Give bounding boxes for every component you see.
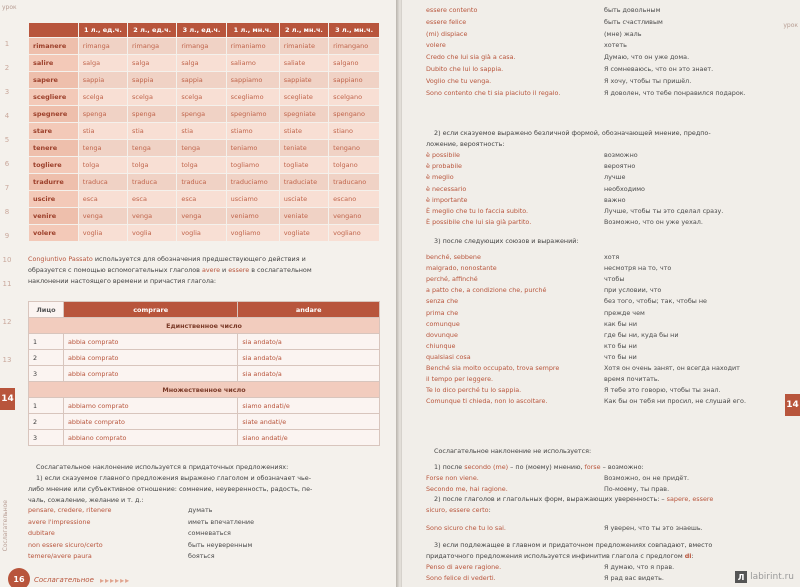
verb-form: traduca xyxy=(78,174,127,191)
russian-translation: Я уверен, что ты это знаешь. xyxy=(604,524,703,532)
russian-translation: вероятно xyxy=(604,162,636,171)
margin-number: 13 xyxy=(2,356,12,364)
passato-table xyxy=(28,301,380,446)
rule-2 xyxy=(426,128,784,150)
verb-form: voglia xyxy=(177,225,226,242)
verb-form: scelga xyxy=(128,89,177,106)
italian-phrase: senza che xyxy=(426,297,459,306)
russian-translation: хотя xyxy=(604,253,620,261)
table-header: 3 л., мн.ч. xyxy=(329,23,380,38)
verb-form: traducano xyxy=(329,174,380,191)
russian-translation: иметь впечатление xyxy=(188,517,254,526)
vocab-list xyxy=(28,506,388,566)
italian-phrase: Benché sia molto occupato, trova sempre xyxy=(426,364,560,372)
chapter-tab: 14 xyxy=(0,388,15,410)
russian-translation: при условии, что xyxy=(604,286,662,295)
verb-form: teniamo xyxy=(226,140,279,157)
verb-form: tenga xyxy=(78,140,127,157)
verb-infinitive: uscire xyxy=(29,191,79,208)
verb-form: tolgano xyxy=(329,157,380,174)
italian-phrase: Te lo dico perché tu lo sappia. xyxy=(426,386,522,395)
margin-number: 1 xyxy=(4,40,10,48)
italian-phrase: Sono sicuro che tu lo sai. xyxy=(426,524,506,532)
verb-form: spegniate xyxy=(279,106,328,123)
verb-form: stiano xyxy=(329,123,380,140)
verb-form: esca xyxy=(78,191,127,208)
verb-form: spenga xyxy=(78,106,127,123)
table-row xyxy=(29,55,380,72)
russian-translation: возможно xyxy=(604,151,638,159)
table-row xyxy=(29,157,380,174)
rule-text: 1) после xyxy=(434,463,465,471)
person-number: 3 xyxy=(29,430,64,446)
verb-form: voglia xyxy=(128,225,177,242)
italian-phrase: Comunque ti chieda, non lo ascoltare. xyxy=(426,397,548,406)
verb-form: rimaniate xyxy=(279,38,328,55)
verb-infinitive: salire xyxy=(29,55,79,72)
russian-translation: думать xyxy=(188,506,213,514)
rule-text: : xyxy=(488,506,491,514)
table-row xyxy=(29,140,380,157)
russian-translation: Хотя он очень занят, он всегда находит xyxy=(604,364,740,372)
person-number: 3 xyxy=(29,366,64,382)
russian-translation: что бы ни xyxy=(604,352,637,361)
verb-form: sappia xyxy=(128,72,177,89)
usage-intro xyxy=(28,462,388,506)
verb-form: abbia comprato xyxy=(64,350,238,366)
verb-form: abbia comprato xyxy=(64,334,238,350)
usage-line: 1) если сказуемое главного предложения выражено глаголом и обозначает чье- xyxy=(36,474,312,482)
watermark-text: labirint.ru xyxy=(750,572,794,582)
verb-form: abbiano comprato xyxy=(64,430,238,446)
verb-form: tengano xyxy=(329,140,380,157)
verb-form: rimanga xyxy=(78,38,127,55)
italian-phrase: dubitare xyxy=(28,529,55,537)
italian-phrase: Sono contento che ti sia piaciuto il regalo. xyxy=(426,88,561,97)
verb-form: tenga xyxy=(177,140,226,157)
rule-line: ложение, вероятность: xyxy=(426,140,505,148)
passato-intro xyxy=(28,254,384,287)
russian-translation: как бы ни xyxy=(604,319,638,328)
rule-text: придаточного предложения используется инфинитив глагола с предлогом xyxy=(426,552,685,560)
verb-infinitive: tenere xyxy=(29,140,79,157)
russian-translation: где бы ни, куда бы ни xyxy=(604,330,679,339)
verb-form: rimangano xyxy=(329,38,380,55)
verb-form: spengano xyxy=(329,106,380,123)
watermark-logo: Л xyxy=(735,571,747,583)
intro-line xyxy=(28,265,384,276)
italian-phrase: Sono felice di vederti. xyxy=(426,574,496,582)
not-used-heading: Сослагательное наклонение не используется: xyxy=(434,447,592,455)
person-number: 1 xyxy=(29,334,64,350)
verb-infinitive: togliere xyxy=(29,157,79,174)
table-row xyxy=(29,366,380,382)
essere-term: essere xyxy=(228,266,250,274)
verb-form: vogliano xyxy=(329,225,380,242)
table-row xyxy=(29,123,380,140)
verb-form: vengano xyxy=(329,208,380,225)
italian-phrase: Secondo me, hai ragione. xyxy=(426,484,508,493)
italian-phrase: (mi) dispiace xyxy=(426,29,468,38)
table-row xyxy=(29,398,380,414)
verb-form: tolga xyxy=(78,157,127,174)
verb-form: rimanga xyxy=(128,38,177,55)
intro-text: и xyxy=(220,266,229,274)
russian-translation: быть счастливым xyxy=(604,17,663,26)
section-row xyxy=(29,382,380,398)
verb-form: abbiamo comprato xyxy=(64,398,238,414)
vocab-block-2 xyxy=(426,151,786,231)
russian-translation: Думаю, что он уже дома. xyxy=(604,53,690,62)
section-label: Единственное число xyxy=(29,318,380,334)
italian-phrase: avere l'impressione xyxy=(28,517,91,526)
table-header: 2 л., мн.ч. xyxy=(279,23,328,38)
verb-form: stia xyxy=(128,123,177,140)
table-row xyxy=(29,106,380,123)
verb-form: tenga xyxy=(128,140,177,157)
italian-phrase: il tempo per leggere. xyxy=(426,375,494,384)
table-row xyxy=(29,430,380,446)
verb-form: spegniamo xyxy=(226,106,279,123)
rule-line: 3) если подлежащее в главном и придаточном предложениях совпадают, вместо xyxy=(434,541,713,549)
rule-text: 2) после глаголов и глагольных форм, выражающих уверенность: – xyxy=(434,495,667,503)
table-row xyxy=(29,174,380,191)
table-header: 1 л., ед.ч. xyxy=(78,23,127,38)
table-row xyxy=(29,334,380,350)
verb-form: usciamo xyxy=(226,191,279,208)
margin-number: 11 xyxy=(2,280,12,288)
intro-text: образуется с помощью вспомогательных глаголов xyxy=(28,266,202,274)
rule-3: 3) после следующих союзов и выражений: xyxy=(434,237,579,245)
russian-translation: Возможно, что он уже уехал. xyxy=(604,218,703,227)
table-row xyxy=(29,208,380,225)
margin-number: 4 xyxy=(4,112,10,120)
russian-translation: бояться xyxy=(188,552,215,560)
italian-phrase: non essere sicuro/certo xyxy=(28,540,103,549)
table-row xyxy=(29,89,380,106)
verb-form: sappiano xyxy=(329,72,380,89)
russian-translation: быть довольным xyxy=(604,6,661,14)
conjugation-table-body xyxy=(29,38,380,242)
russian-translation: без того, чтобы; так, чтобы не xyxy=(604,297,707,306)
verb-form: traduciamo xyxy=(226,174,279,191)
russian-translation: Я думаю, что я прав. xyxy=(604,563,675,571)
verb-form: stiamo xyxy=(226,123,279,140)
russian-translation: (мне) жаль xyxy=(604,29,642,38)
verb-form: voglia xyxy=(78,225,127,242)
margin-number: 7 xyxy=(4,184,10,192)
russian-translation: Я рад вас видеть. xyxy=(604,574,664,582)
russian-translation: Я тебе это говорю, чтобы ты знал. xyxy=(604,386,721,395)
italian-phrase: è importante xyxy=(426,195,468,204)
table-header: Лицо xyxy=(29,302,64,318)
verb-form: vogliate xyxy=(279,225,328,242)
verb-form: saliamo xyxy=(226,55,279,72)
russian-translation: прежде чем xyxy=(604,308,645,317)
verb-infinitive: stare xyxy=(29,123,79,140)
rule-term: sapere, essere xyxy=(666,495,714,503)
usage-line: Сослагательное наклонение используется в придаточных предложениях: xyxy=(36,463,289,471)
margin-number: 12 xyxy=(2,318,12,326)
intro-line xyxy=(28,254,384,265)
intro-line: наклонении настоящего времени и причастия глагола: xyxy=(28,277,217,285)
rule-term: sicuro, essere certo xyxy=(426,506,489,514)
margin-number: 8 xyxy=(4,208,10,216)
verb-form: rimanga xyxy=(177,38,226,55)
left-page xyxy=(0,0,398,587)
russian-translation: важно xyxy=(604,195,626,204)
verb-form: escano xyxy=(329,191,380,208)
rule-a xyxy=(434,462,784,473)
table-header xyxy=(29,23,79,38)
rule-prep: di xyxy=(684,552,692,560)
person-number: 2 xyxy=(29,350,64,366)
section-label: Множественное число xyxy=(29,382,380,398)
margin-number: 3 xyxy=(4,88,10,96)
italian-phrase: è meglio xyxy=(426,173,454,182)
watermark xyxy=(735,571,794,583)
rule-line xyxy=(426,551,784,562)
table-header: 3 л., ед.ч. xyxy=(177,23,226,38)
verb-form: stia xyxy=(78,123,127,140)
russian-translation: чтобы xyxy=(604,275,625,284)
page-number-badge: 16 xyxy=(8,568,30,587)
table-row xyxy=(29,72,380,89)
russian-translation: хотеть xyxy=(604,41,627,50)
russian-translation: кто бы ни xyxy=(604,341,637,350)
verb-form: sappiamo xyxy=(226,72,279,89)
italian-phrase: È possibile che lui sia già partito. xyxy=(426,218,532,227)
table-row xyxy=(29,414,380,430)
verb-infinitive: scegliere xyxy=(29,89,79,106)
russian-translation: сомневаться xyxy=(188,529,231,537)
verb-form: rimaniamo xyxy=(226,38,279,55)
verb-form: salga xyxy=(128,55,177,72)
vocab-block-3 xyxy=(426,253,786,413)
chapter-tab: 14 xyxy=(785,394,800,416)
verb-infinitive: volere xyxy=(29,225,79,242)
italian-phrase: comunque xyxy=(426,319,460,328)
verb-infinitive: sapere xyxy=(29,72,79,89)
verb-form: sia andato/a xyxy=(238,350,380,366)
verb-form: abbia comprato xyxy=(64,366,238,382)
italian-phrase: prima che xyxy=(426,308,459,317)
italian-phrase: è probabile xyxy=(426,162,462,171)
vocab-block-1 xyxy=(426,6,786,106)
italian-phrase: essere contento xyxy=(426,6,478,14)
russian-translation: несмотря на то, что xyxy=(604,264,672,273)
margin-number: 9 xyxy=(4,232,10,240)
italian-phrase: temere/avere paura xyxy=(28,552,92,560)
verb-form: stia xyxy=(177,123,226,140)
vocab-block-6 xyxy=(426,563,786,585)
right-page xyxy=(402,0,800,587)
russian-translation: лучше xyxy=(604,173,626,182)
verb-form: vogliamo xyxy=(226,225,279,242)
italian-phrase: Dubito che lui lo sappia. xyxy=(426,65,504,73)
verb-form: traduca xyxy=(128,174,177,191)
verb-form: tolga xyxy=(177,157,226,174)
verb-form: esca xyxy=(128,191,177,208)
verb-form: sia andato/a xyxy=(238,366,380,382)
verb-infinitive: rimanere xyxy=(29,38,79,55)
conjugation-table xyxy=(28,22,380,242)
italian-phrase: benché, sebbene xyxy=(426,253,481,261)
italian-phrase: chiunque xyxy=(426,341,456,350)
intro-text: используется для обозначения предшествующего действия и xyxy=(92,255,306,263)
table-header: 2 л., ед.ч. xyxy=(128,23,177,38)
verb-form: siamo andati/e xyxy=(238,398,380,414)
verb-form: scelgano xyxy=(329,89,380,106)
table-row xyxy=(29,38,380,55)
vocab-block-5 xyxy=(426,524,786,536)
table-header: comprare xyxy=(64,302,238,318)
verb-form: sia andato/a xyxy=(238,334,380,350)
verb-form: siano andati/e xyxy=(238,430,380,446)
rule-line: 2) если сказуемое выражено безличной формой, обозначающей мнение, предпо- xyxy=(434,129,711,137)
verb-form: abbiate comprato xyxy=(64,414,238,430)
italian-phrase: Forse non viene. xyxy=(426,474,479,482)
margin-number: 2 xyxy=(4,64,10,72)
table-header-row xyxy=(29,23,380,38)
passato-term: Congiuntivo Passato xyxy=(28,255,93,263)
verb-form: stiate xyxy=(279,123,328,140)
verb-form: spenga xyxy=(128,106,177,123)
italian-phrase: qualsiasi cosa xyxy=(426,352,471,361)
italian-phrase: essere felice xyxy=(426,17,467,26)
verb-form: sappia xyxy=(78,72,127,89)
table-header: 1 л., мн.ч. xyxy=(226,23,279,38)
table-row xyxy=(29,191,380,208)
russian-translation: Лучше, чтобы ты это сделал сразу. xyxy=(604,207,724,215)
verb-infinitive: tradurre xyxy=(29,174,79,191)
rule-b xyxy=(434,494,786,505)
rule-text: : xyxy=(691,552,694,560)
rule-text: – возможно: xyxy=(600,463,644,471)
verb-form: saliate xyxy=(279,55,328,72)
margin-index xyxy=(0,0,14,587)
margin-number: 6 xyxy=(4,160,10,168)
verb-form: togliamo xyxy=(226,157,279,174)
margin-number: 10 xyxy=(2,256,12,264)
russian-translation: Я сомневаюсь, что он это знает. xyxy=(604,65,714,73)
russian-translation: Я доволен, что тебе понравился подарок. xyxy=(604,88,746,97)
footer-title: Сослагательное xyxy=(34,576,94,584)
italian-phrase: malgrado, nonostante xyxy=(426,264,497,273)
italian-phrase: volere xyxy=(426,41,446,50)
running-head: урок xyxy=(783,22,798,29)
verb-form: togliate xyxy=(279,157,328,174)
usage-line: чаль, сожаление, желание и т. д.: xyxy=(28,496,144,504)
rule-text: – по (моему) мнению, xyxy=(508,463,585,471)
italian-phrase: È meglio che tu lo faccia subito. xyxy=(426,207,529,215)
table-row xyxy=(29,225,380,242)
verb-form: salga xyxy=(78,55,127,72)
passato-table-body xyxy=(29,318,380,446)
section-row xyxy=(29,318,380,334)
verb-form: esca xyxy=(177,191,226,208)
italian-phrase: Voglio che tu venga. xyxy=(426,76,492,85)
running-head: урок xyxy=(2,4,17,11)
italian-phrase: è possibile xyxy=(426,151,460,159)
verb-form: venga xyxy=(177,208,226,225)
verb-form: sappiate xyxy=(279,72,328,89)
italian-phrase: pensare, credere, ritenere xyxy=(28,506,112,514)
verb-form: siate andati/e xyxy=(238,414,380,430)
verb-form: sappia xyxy=(177,72,226,89)
verb-form: scegliate xyxy=(279,89,328,106)
italian-phrase: Penso di avere ragione. xyxy=(426,563,502,571)
verb-form: teniate xyxy=(279,140,328,157)
vertical-margin-text: Сослагательное xyxy=(2,500,9,552)
verb-form: salga xyxy=(177,55,226,72)
person-number: 1 xyxy=(29,398,64,414)
rule-term: secondo (me) xyxy=(464,463,509,471)
italian-phrase: Credo che lui sia già a casa. xyxy=(426,53,516,62)
usage-line: либо мнение или субъективное отношение: сомнение, неуверенность, радость, пе- xyxy=(28,485,313,493)
margin-number: 5 xyxy=(4,136,10,144)
russian-translation: необходимо xyxy=(604,184,645,193)
table-header-row xyxy=(29,302,380,318)
verb-form: tolga xyxy=(128,157,177,174)
avere-term: avere xyxy=(201,266,221,274)
verb-form: veniamo xyxy=(226,208,279,225)
verb-form: scelga xyxy=(78,89,127,106)
rule-b-cont xyxy=(426,505,778,516)
italian-phrase: a patto che, a condizione che, purché xyxy=(426,286,547,295)
verb-infinitive: spegnere xyxy=(29,106,79,123)
russian-translation: По-моему, ты прав. xyxy=(604,484,670,493)
footer-arrows: ▸▸▸▸▸▸ xyxy=(100,576,131,585)
italian-phrase: perché, affinché xyxy=(426,275,478,284)
verb-form: usciate xyxy=(279,191,328,208)
verb-form: venga xyxy=(78,208,127,225)
italian-phrase: è necessario xyxy=(426,184,467,193)
verb-infinitive: venire xyxy=(29,208,79,225)
russian-translation: время почитать. xyxy=(604,375,660,384)
verb-form: venga xyxy=(128,208,177,225)
table-header: andare xyxy=(238,302,380,318)
person-number: 2 xyxy=(29,414,64,430)
intro-text: в сослагательном xyxy=(249,266,312,274)
russian-translation: Возможно, он не придёт. xyxy=(604,474,690,482)
verb-form: spenga xyxy=(177,106,226,123)
russian-translation: Как бы он тебя ни просил, не слушай его. xyxy=(604,397,746,406)
table-row xyxy=(29,350,380,366)
verb-form: traduca xyxy=(177,174,226,191)
verb-form: salgano xyxy=(329,55,380,72)
verb-form: scelga xyxy=(177,89,226,106)
rule-c xyxy=(426,540,784,562)
russian-translation: быть неуверенным xyxy=(188,540,253,549)
italian-phrase: dovunque xyxy=(426,330,458,339)
russian-translation: Я хочу, чтобы ты пришёл. xyxy=(604,76,692,85)
verb-form: veniate xyxy=(279,208,328,225)
rule-term: forse xyxy=(584,463,601,471)
verb-form: scegliamo xyxy=(226,89,279,106)
verb-form: traduciate xyxy=(279,174,328,191)
